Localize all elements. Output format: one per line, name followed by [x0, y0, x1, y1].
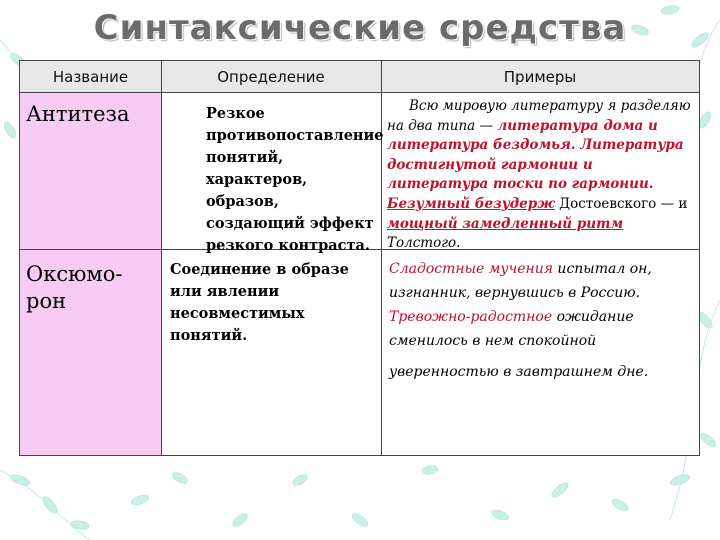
example-highlight: мощный замедленный ритм [387, 215, 624, 232]
example-highlight: литература дома и литература бездомья. Литература достигнутой гармонии и литература тоски по гармонии. [387, 117, 684, 193]
example-highlight: Сладостные мучения [389, 261, 553, 277]
term-definition: Соединение в образе или явлении несовместимых понятий. [170, 261, 349, 344]
page-title: Синтаксические средства [93, 8, 627, 48]
comparison-table [19, 60, 700, 456]
term-name: Антитеза [26, 102, 130, 126]
term-name-part: рон [26, 289, 67, 313]
column-divider [381, 61, 382, 455]
term-name-part: Оксюмо- [26, 262, 123, 286]
term-definition [168, 103, 384, 257]
header-name: Название [20, 61, 161, 93]
example-text: Всю мировую литературу я разделяю на два типа — [387, 98, 691, 134]
example-text: Толстого. [387, 235, 461, 252]
example-text: Достоевского — [554, 195, 679, 212]
example-text: испытал он, изгнанник, вернувшись в Россию. [389, 261, 652, 301]
header-definition: Определение [161, 61, 381, 93]
example-highlight: Безумный безудерж [387, 195, 555, 212]
example-text: и [678, 195, 688, 212]
example-highlight: Тревожно-радостное [389, 309, 553, 325]
header-examples: Примеры [381, 61, 699, 93]
column-divider [161, 61, 162, 455]
example-text: уверенностью в завтрашнем дне. [389, 364, 649, 380]
term-example [389, 257, 695, 384]
term-name [26, 261, 122, 315]
term-example [387, 97, 695, 254]
definition-text: Резкое противопоставление понятий, характеров, образов, создающий эффект резкого контраста. [206, 105, 384, 254]
example-text: ожидание сменилось в нем спокойной [389, 309, 634, 349]
